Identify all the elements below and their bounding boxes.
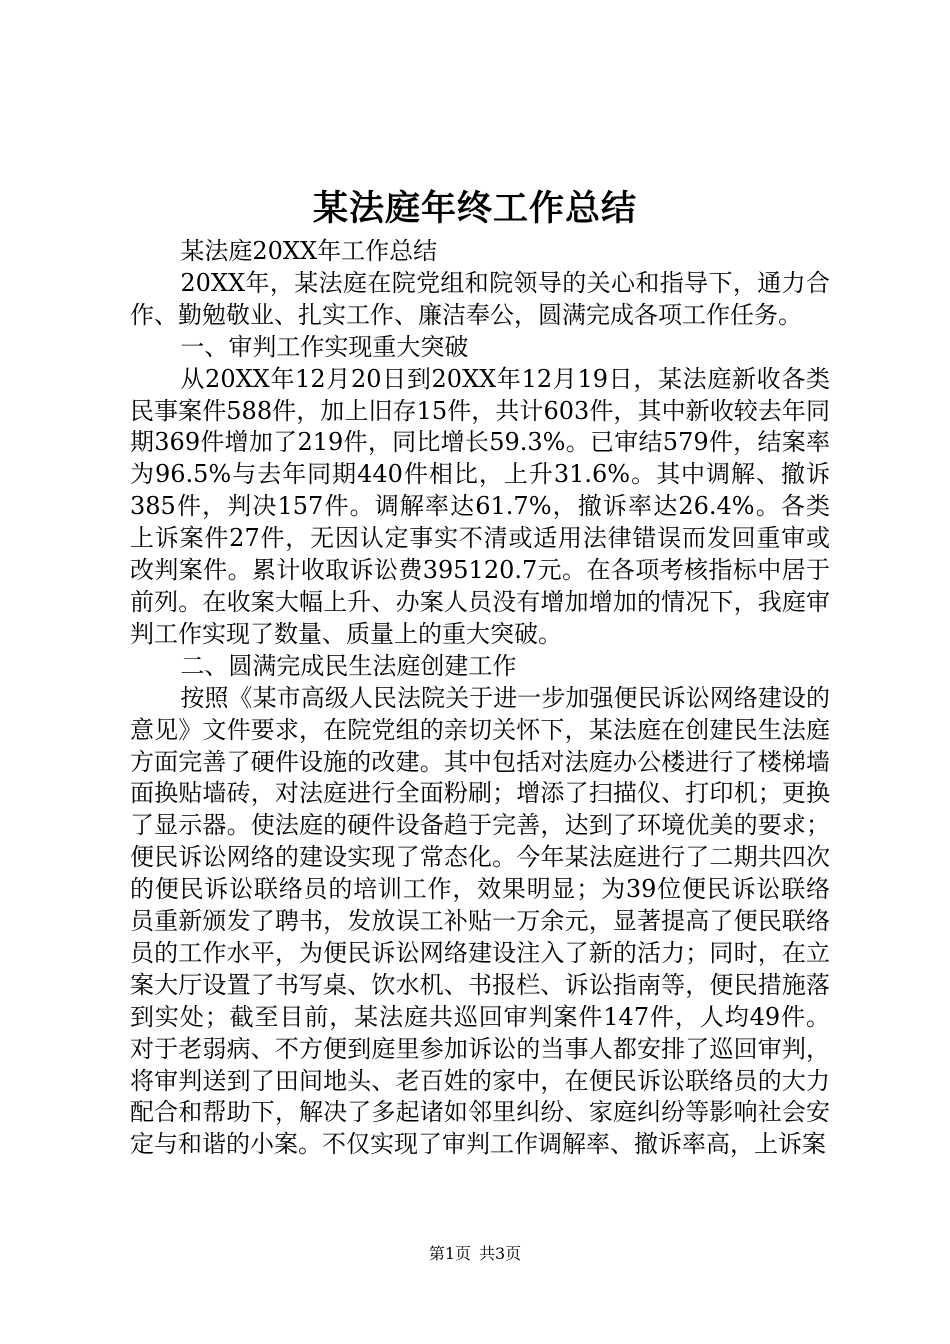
section-heading-1: 一、审判工作实现重大突破 (180, 332, 469, 361)
subtitle-paragraph: 某法庭20XX年工作总结 (180, 237, 438, 265)
document-body (130, 236, 830, 1161)
body-paragraph: 按照《某市高级人民法院关于进一步加强便民诉讼网络建设的意见》文件要求，在院党组的亲切关怀下，某法庭在创建民生法庭方面完善了硬件设施的改建。其中包括对法庭办公楼进行了楼梯墙面换贴墙砖，对法庭进行全面粉刷；增添了扫描仪、打印机；更换了显示器。使法庭的硬件设备趋于完善，达到了环境优美的要求；便民诉讼网络的建设实现了常态化。今年某法庭进行了二期共四次的便民诉讼联络员的培训工作，效果明显；为39位便民诉讼联络员重新颁发了聘书，发放误工补贴一万余元，显著提高了便民联络员的工作水平，为便民诉讼网络建设注入了新的活力；同时，在立案大厅设置了书写桌、饮水机、书报栏、诉讼指南等，便民措施落到实处；截至目前，某法庭共巡回审判案件147件，人均49件。对于老弱病、不方便到庭里参加诉讼的当事人都安排了巡回审判，将审判送到了田间地头、老百姓的家中，在便民诉讼联络员的大力配合和帮助下，解决了多起诸如邻里纠纷、家庭纠纷等影响社会安定与和谐的小案。不仅实现了审判工作调解率、撤诉率高，上诉案 (130, 683, 830, 1159)
page-total: 共3页 (479, 1244, 522, 1263)
intro-paragraph: 20XX年，某法庭在院党组和院领导的关心和指导下，通力合作、勤勉敬业、扎实工作、廉洁奉公，圆满完成各项工作任务。 (130, 268, 830, 329)
page-number: 第1页 (428, 1244, 471, 1263)
body-paragraph: 从20XX年12月20日到20XX年12月19日，某法庭新收各类民事案件588件，加上旧存15件，共计603件，其中新收较去年同期369件增加了219件，同比增长59.3%。已审结579件，结案率为96.5%与去年同期440件相比，上升31.6%。其中调解、撤诉385件，判决157件。调解率达61.7%，撤诉率达26.4%。各类上诉案件27件，无因认定事实不清或适用法律错误而发回重审或改判案件。累计收取诉讼费395120.7元。在各项考核指标中居于前列。在收案大幅上升、办案人员没有增加增加的情况下，我庭审判工作实现了数量、质量上的重大突破。 (130, 364, 830, 648)
document-title: 某法庭年终工作总结 (312, 188, 637, 229)
section-heading-2: 二、圆满完成民生法庭创建工作 (180, 651, 517, 680)
page-footer (0, 1244, 950, 1264)
